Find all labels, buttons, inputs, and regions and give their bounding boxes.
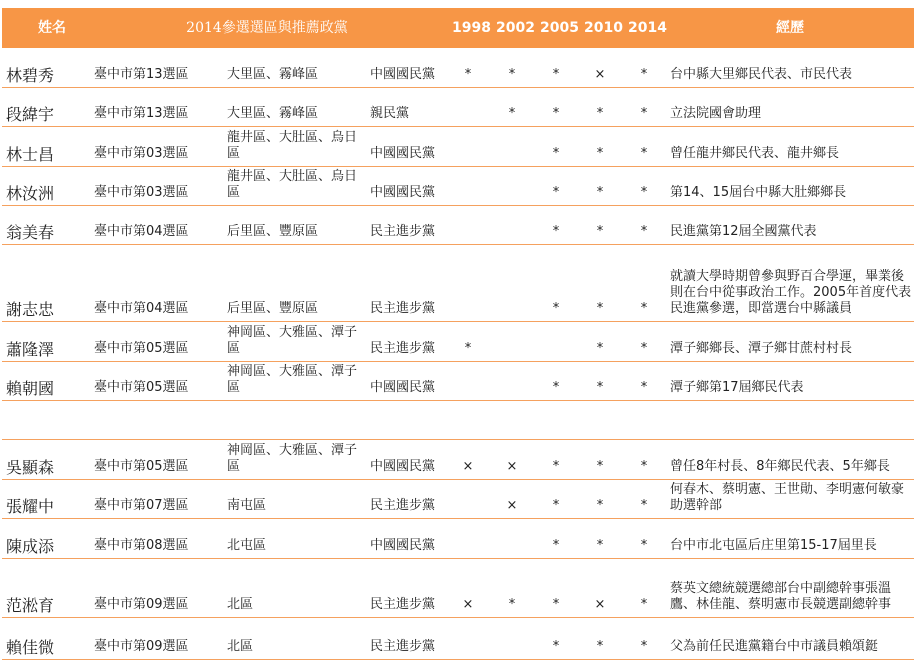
year-mark: * [552, 67, 560, 82]
header-district: 2014參選選區與推薦政黨 [186, 20, 348, 36]
experience-cell: 潭子鄉鄉長、潭子鄉甘蔗村村長 [670, 341, 853, 356]
year-mark: × [462, 459, 474, 474]
experience-cell: 潭子鄉第17屆鄉民代表 [670, 380, 804, 395]
table-row [2, 362, 914, 401]
year-mark: * [552, 639, 560, 654]
table-row [2, 48, 914, 88]
year-mark: * [640, 459, 648, 474]
experience-cell: 蔡英文總統競選總部台中副總幹事張溫鷹、林佳龍、蔡明憲市長競選副總幹事 [670, 581, 892, 612]
year-mark: × [462, 597, 474, 612]
year-mark: * [640, 341, 648, 356]
year-mark: * [596, 459, 604, 474]
area-cell: 大里區、霧峰區 [227, 67, 319, 82]
district-cell: 臺中市第09選區 [94, 597, 189, 612]
year-mark: * [552, 185, 560, 200]
year-mark: * [640, 380, 648, 395]
year-mark: * [596, 301, 604, 316]
experience-cell: 何春木、蔡明憲、王世勛、李明憲何敏豪助選幹部 [670, 482, 905, 513]
experience-cell: 第14、15屆台中縣大肚鄉鄉長 [670, 185, 847, 200]
year-mark: * [596, 538, 604, 553]
experience-cell: 立法院國會助理 [670, 106, 762, 121]
candidate-name: 段緯宇 [6, 105, 55, 124]
year-mark: * [640, 639, 648, 654]
candidate-name: 林汝洲 [6, 184, 55, 203]
year-mark: * [640, 106, 648, 121]
party-cell: 中國國民黨 [370, 67, 436, 82]
year-mark: * [640, 67, 648, 82]
candidate-name: 翁美春 [6, 223, 55, 242]
year-mark: * [552, 538, 560, 553]
year-mark: * [640, 185, 648, 200]
table-row [2, 440, 914, 480]
district-cell: 臺中市第05選區 [94, 380, 189, 395]
year-mark: * [552, 224, 560, 239]
year-mark: * [552, 597, 560, 612]
district-cell: 臺中市第13選區 [94, 106, 189, 121]
party-cell: 民主進步黨 [370, 498, 436, 513]
header-1998: 1998 [452, 20, 491, 36]
party-cell: 民主進步黨 [370, 341, 436, 356]
year-mark: × [506, 459, 518, 474]
experience-cell: 民進黨第12屆全國黨代表 [670, 224, 817, 239]
year-mark: * [552, 459, 560, 474]
area-cell: 北區 [227, 639, 254, 654]
party-cell: 民主進步黨 [370, 597, 436, 612]
area-cell: 神岡區、大雅區、潭子區 [227, 443, 358, 474]
district-cell: 臺中市第07選區 [94, 498, 189, 513]
year-mark: * [640, 301, 648, 316]
header-name: 姓名 [38, 20, 66, 36]
year-mark: * [464, 341, 472, 356]
year-mark: * [552, 106, 560, 121]
year-mark: × [594, 597, 606, 612]
experience-cell: 台中縣大里鄉民代表、市民代表 [670, 67, 853, 82]
experience-cell: 曾任龍井鄉民代表、龍井鄉長 [670, 146, 840, 161]
area-cell: 龍井區、大肚區、烏日區 [227, 130, 358, 161]
area-cell: 神岡區、大雅區、潭子區 [227, 364, 358, 395]
year-mark: * [596, 146, 604, 161]
year-mark: * [552, 380, 560, 395]
candidate-name: 范淞育 [6, 596, 55, 615]
party-cell: 中國國民黨 [370, 459, 436, 474]
district-cell: 臺中市第03選區 [94, 146, 189, 161]
table-row [2, 559, 914, 618]
year-mark: × [594, 67, 606, 82]
year-mark: * [596, 498, 604, 513]
party-cell: 中國國民黨 [370, 538, 436, 553]
party-cell: 民主進步黨 [370, 301, 436, 316]
header-2010: 2010 [584, 20, 623, 36]
district-cell: 臺中市第08選區 [94, 538, 189, 553]
area-cell: 南屯區 [227, 498, 267, 513]
year-mark: * [640, 224, 648, 239]
district-cell: 臺中市第09選區 [94, 639, 189, 654]
year-mark: * [552, 498, 560, 513]
table-row [2, 480, 914, 519]
header-2005: 2005 [540, 20, 579, 36]
area-cell: 后里區、豐原區 [227, 301, 319, 316]
experience-cell: 曾任8年村長、8年鄉民代表、5年鄉長 [670, 459, 890, 474]
party-cell: 中國國民黨 [370, 380, 436, 395]
candidate-name: 林士昌 [6, 145, 55, 164]
year-mark: * [640, 597, 648, 612]
table-row [2, 127, 914, 167]
year-mark: * [596, 341, 604, 356]
area-cell: 龍井區、大肚區、烏日區 [227, 169, 358, 200]
district-cell: 臺中市第13選區 [94, 67, 189, 82]
year-mark: * [640, 498, 648, 513]
experience-cell: 父為前任民進黨籍台中市議員賴頌鋌 [670, 639, 879, 654]
year-mark: * [508, 106, 516, 121]
area-cell: 后里區、豐原區 [227, 224, 319, 239]
candidate-name: 謝志忠 [6, 300, 55, 319]
party-cell: 親民黨 [370, 106, 410, 121]
area-cell: 北屯區 [227, 538, 267, 553]
year-mark: * [596, 106, 604, 121]
year-mark: * [596, 224, 604, 239]
table-row [2, 322, 914, 362]
party-cell: 民主進步黨 [370, 224, 436, 239]
year-mark: * [596, 380, 604, 395]
district-cell: 臺中市第04選區 [94, 301, 189, 316]
candidate-name: 吳顯森 [6, 458, 55, 477]
table-row [2, 245, 914, 322]
table-row [2, 88, 914, 127]
area-cell: 北區 [227, 597, 254, 612]
year-mark: * [596, 185, 604, 200]
area-cell: 大里區、霧峰區 [227, 106, 319, 121]
party-cell: 民主進步黨 [370, 639, 436, 654]
table-row [2, 167, 914, 206]
district-cell: 臺中市第04選區 [94, 224, 189, 239]
candidate-name: 蕭隆澤 [6, 340, 55, 359]
candidate-name: 賴佳微 [6, 638, 55, 657]
candidate-name: 張耀中 [6, 497, 55, 516]
year-mark: * [508, 67, 516, 82]
candidate-name: 賴朝國 [6, 379, 55, 398]
experience-cell: 台中市北屯區后庄里第15-17屆里長 [670, 538, 877, 553]
district-cell: 臺中市第03選區 [94, 185, 189, 200]
year-mark: * [552, 146, 560, 161]
header-2002: 2002 [496, 20, 535, 36]
year-mark: * [596, 639, 604, 654]
year-mark: * [640, 538, 648, 553]
header-2014: 2014 [628, 20, 667, 36]
table-row [2, 206, 914, 245]
candidate-name: 林碧秀 [6, 66, 55, 85]
year-mark: × [506, 498, 518, 513]
header-experience: 經歷 [776, 20, 804, 36]
year-mark: * [640, 146, 648, 161]
year-mark: * [508, 597, 516, 612]
table-row [2, 618, 914, 660]
year-mark: * [464, 67, 472, 82]
party-cell: 中國國民黨 [370, 146, 436, 161]
district-cell: 臺中市第05選區 [94, 459, 189, 474]
party-cell: 中國國民黨 [370, 185, 436, 200]
area-cell: 神岡區、大雅區、潭子區 [227, 325, 358, 356]
year-mark: * [552, 301, 560, 316]
table-row [2, 519, 914, 559]
experience-cell: 就讀大學時期曾參與野百合學運，畢業後則在台中從事政治工作。2005年首度代表民進黨參選，即當選台中縣議員 [670, 269, 912, 316]
table-row [2, 401, 914, 440]
candidate-name: 陳成添 [6, 537, 55, 556]
district-cell: 臺中市第05選區 [94, 341, 189, 356]
